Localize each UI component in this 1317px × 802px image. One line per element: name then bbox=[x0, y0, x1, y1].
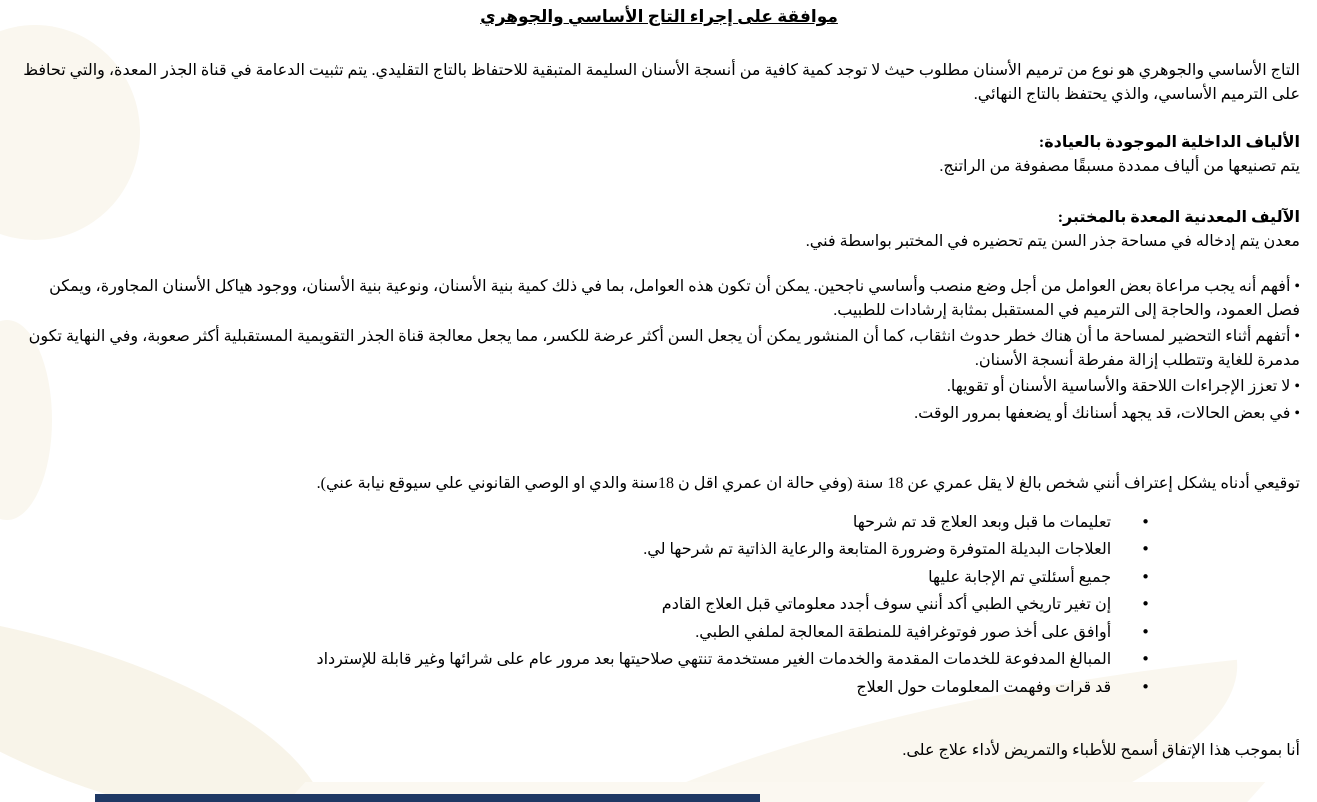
risk-bullet-item: • أفهم أنه يجب مراعاة بعض العوامل من أجل وضع منصب وأساسي ناجحين. يمكن أن تكون هذه العوامل، بما في ذلك كمية بنية الأسنان، ونوعية بنية الأسنان، ووجود هياكل الأسنان المجاورة، ويمكن فصل العمود، والحاجة إلى الترميم في المستقبل بمثابة إرشادات للطبيب. bbox=[18, 275, 1300, 322]
section-heading-clinic-fibers: الألياف الداخلية الموجودة بالعيادة: bbox=[1038, 134, 1300, 151]
acknowledgement-bullet-item: • جميع أسئلتي تم الإجابة عليها bbox=[18, 564, 1150, 592]
risk-bullet-item: • أتفهم أثناء التحضير لمساحة ما أن هناك خطر حدوث انثقاب، كما أن المنشور يمكن أن يجعل السن أكثر عرضة للكسر، مما يجعل معالجة قناة الجذر التقويمية المستقبلية أكثر صعوبة، وفي النهاية تكون مدمرة للغاية وتتطلب إزالة مفرطة أنسجة الأسنان. bbox=[18, 325, 1300, 372]
section-body-clinic-fibers: يتم تصنيعها من ألياف ممددة مسبقًا مصفوفة من الراتنج. bbox=[939, 157, 1300, 175]
acknowledgement-bullet-item: • المبالغ المدفوعة للخدمات المقدمة والخدمات الغير مستخدمة تنتهي صلاحيتها بعد مرور عام على شرائها وغير قابلة للإسترداد bbox=[18, 646, 1150, 674]
acknowledgement-bullet-item: • أوافق على أخذ صور فوتوغرافية للمنطقة المعالجة لملفي الطبي. bbox=[18, 619, 1150, 647]
risk-bullet-list bbox=[18, 275, 1300, 425]
bottom-table-edge-bar bbox=[95, 794, 760, 802]
closing-statement: أنا بموجب هذا الإتفاق أسمح للأطباء والتمريض لأداء علاج على. bbox=[902, 742, 1300, 759]
risk-bullet-item: • لا تعزز الإجراءات اللاحقة والأساسية الأسنان أو تقويها. bbox=[18, 375, 1300, 399]
section-heading-lab-metal: الآليف المعدنية المعدة بالمختبر: bbox=[1057, 209, 1300, 226]
signature-statement: توقيعي أدناه يشكل إعتراف أنني شخص بالغ لا يقل عمري عن 18 سنة (وفي حالة ان عمري اقل ن 18سنة والدي او الوصي القانوني علي سيوقع نيابة عني). bbox=[316, 475, 1300, 492]
acknowledgement-bullet-item: • إن تغير تاريخي الطبي أكد أنني سوف أجدد معلوماتي قبل العلاج القادم bbox=[18, 591, 1150, 619]
intro-paragraph: التاج الأساسي والجوهري هو نوع من ترميم الأسنان مطلوب حيث لا توجد كمية كافية من أنسجة الأسنان السليمة المتبقية للاحتفاظ بالتاج التقليدي. يتم تثبيت الدعامة في قناة الجذر المعدة، والتي تحافظ على الترميم الأساسي، والذي يحتفظ بالتاج النهائي. bbox=[23, 62, 1300, 103]
acknowledgement-bullet-item: • العلاجات البديلة المتوفرة وضرورة المتابعة والرعاية الذاتية تم شرحها لي. bbox=[18, 536, 1150, 564]
acknowledgement-bullet-item: • تعليمات ما قبل وبعد العلاج قد تم شرحها bbox=[18, 509, 1150, 537]
section-body-lab-metal: معدن يتم إدخاله في مساحة جذر السن يتم تحضيره في المختبر بواسطة فني. bbox=[805, 232, 1300, 250]
page-title: موافقة على إجراء التاج الأساسي والجوهري bbox=[480, 7, 838, 26]
acknowledgement-bullet-item: • قد قرات وفهمت المعلومات حول العلاج bbox=[18, 674, 1150, 702]
acknowledgement-bullet-list bbox=[18, 509, 1300, 702]
risk-bullet-item: • في بعض الحالات، قد يجهد أسنانك أو يضعفها بمرور الوقت. bbox=[18, 402, 1300, 426]
